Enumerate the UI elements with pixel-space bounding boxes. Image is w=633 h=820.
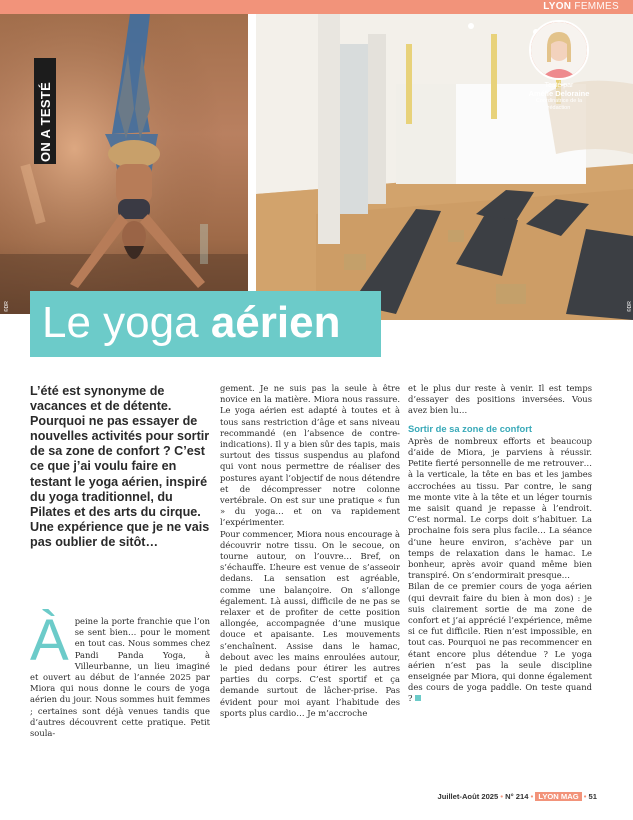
body-column-3 — [408, 383, 592, 705]
section-label — [543, 1, 619, 13]
tester-avatar — [529, 20, 589, 80]
tester-box — [528, 20, 590, 111]
tester-name: Amélie Deloraine — [528, 89, 590, 98]
body-col3-para-2: Après de nombreux efforts et beaucoup d’aide de Miora, je parviens à réussir. Petite fierté personnelle de me retrouver… à la verticale, la tête en bas et les jambes accrochées au tissu. Par contre, le sang me monte vite à la tête et un léger tournis me saisit quand je repasse à l’endroit. C’est normal. Le corps doit s’habituer. La prochaine fois sera plus facile… La séance d’une heure environ, s’achève par un temps de relaxation dans le hamac. Le bonheur, après avoir quand même bien transpiré. On s’endormirait presque… — [408, 435, 592, 581]
tester-label — [528, 82, 590, 98]
avatar-portrait — [531, 22, 587, 78]
body-col3-para-3-text: Bilan de ce premier cours de yoga aérien (qui devrait faire du bien à mon dos) : je suis clairement sortie de ma zone de confort et j’ai apprécié l’expérience, même si ce fut difficile. Rien n’est impossible, en tout cas. Pourquoi ne pas recommencer en étant encore plus détendue ? Le yoga aérien n’est pas la seule discipline enseignée par Miora, qui donne également des cours de yoga paddle. On teste quand ? — [408, 581, 592, 704]
drop-cap: À — [30, 608, 69, 673]
body-col2-para-2: Pour commencer, Miora nous encourage à découvrir notre tissu. On le secoue, on tourne autour, on l’ouvre… Bref, on s’échauffe. L’heure est venue de s’asseoir dedans. La sensation est agréable, comme une balançoire. On s’allonge également. Là aussi, difficile de ne pas se relaxer et de profiter de cette position allongée, accompagnée d’une musique douce et apaisante. Les mouvements s’enchaînent. Assise dans le hamac, debout avec les mains enroulées autour, le pied dedans pour étirer les autres parties du corps. C’est sportif et ça demande surtout de lâcher-prise. Pas évident pour moi ayant l’habitude des sports plus cardio… Je m’accroche — [220, 528, 400, 718]
section-main: LYON — [543, 1, 572, 12]
footer-issue: Juillet-Août 2025 — [437, 792, 499, 801]
body-column-2 — [220, 383, 400, 719]
article-title — [42, 297, 340, 349]
body-col1-text: peine la porte franchie que l’on se sent bien… pour le moment en tout cas. Nous sommes chez Pandi Panda Yoga, à Villeurbanne, un lieu imaginé et ouvert au début de l’année 2025 par Miora qui nous donne le cours de yoga aérien du jour. Nous sommes huit femmes ; certaines sont déjà venues tandis que d’autres découvrent cette pratique. Petit soula- — [30, 616, 210, 739]
end-mark-icon — [415, 695, 421, 701]
page-footer: Juillet-Août 2025 • N° 214 • LYON MAG • 51 — [437, 792, 597, 801]
title-light: Le yoga — [42, 298, 211, 347]
footer-number: N° 214 — [505, 792, 529, 801]
body-col3-para-3 — [408, 581, 592, 704]
body-column-1 — [30, 608, 210, 739]
body-col3-para-1: et le plus dur reste à venir. Il est temps d’essayer des positions inversées. Vous avez bien lu… — [408, 383, 592, 416]
body-col2-para-1: gement. Je ne suis pas la seule à être novice en la matière. Miora nous rassure. Le yoga aérien est adapté à toutes et à tous sans restriction d’âge et sans niveau recommandé (en l’absence de contre-indications). Il y a bien sûr des tapis, mais surtout des tissus suspendus au plafond qui vont nous permettre de réaliser des postures ayant l’objectif de nous détendre et de décompresser notre colonne vertébrale. On est sur une pratique « fun » du yoga… et on va rapidement l’expérimenter. — [220, 383, 400, 528]
on-a-teste-label: ON A TESTÉ — [38, 81, 53, 162]
section-sub: FEMMES — [574, 1, 619, 12]
lead-paragraph: L’été est synonyme de vacances et de détente. Pourquoi ne pas essayer de nouvelles activités pour sortir de sa zone de confort ? C’est ce que j’ai voulu faire en testant le yoga aérien, inspiré du yoga traditionnel, du Pilates et des arts du cirque. Une expérience que je ne vais pas oublier de sitôt… — [30, 384, 210, 549]
footer-magazine: LYON MAG — [535, 792, 581, 801]
top-color-bar — [0, 0, 633, 14]
photo-credit-left: ©DR — [4, 301, 10, 312]
tested-by: Testé par — [544, 82, 574, 89]
photo-credit-right: ©DR — [627, 301, 633, 312]
footer-page: 51 — [588, 792, 597, 801]
title-bold: aérien — [210, 298, 341, 347]
subheading: Sortir de sa zone de confort — [408, 422, 532, 434]
tester-role: Coordinatrice de la rédaction — [535, 98, 583, 111]
